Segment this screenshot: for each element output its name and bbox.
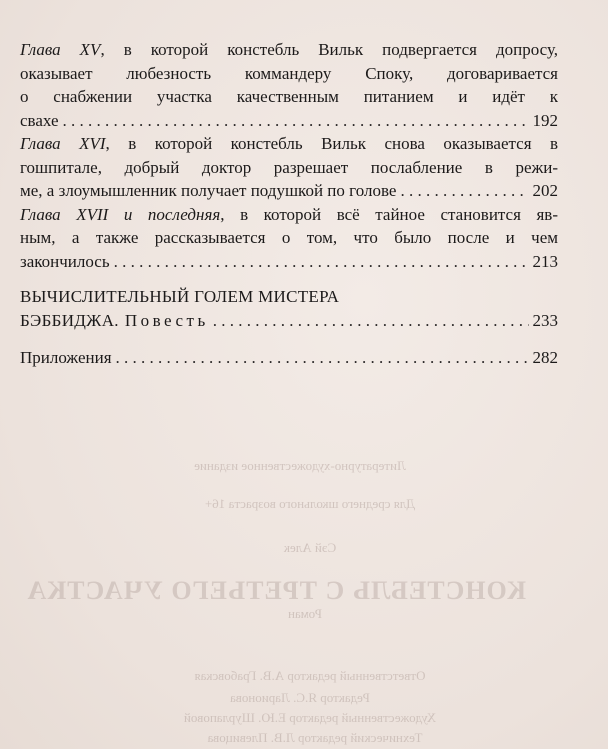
chapter-label: Глава XV [20,40,101,59]
dot-leader [213,309,529,333]
table-of-contents [20,38,558,370]
dot-leader [400,179,528,203]
chapter-label: Глава XVII и последняя [20,204,221,224]
ghost-line-4: КОНСТЕБЛЬ С ТРЕТЬЕГО УЧАСТКА [26,576,526,605]
chapter-title-line: , в которой констебль Вильк снова оказывается в [105,134,558,153]
toc-entry-chapter-16[interactable] [20,132,558,203]
chapter-label: Глава XVI [20,134,106,153]
chapter-title-line: , в которой констебль Вильк подвергается допросу, [100,40,558,59]
ghost-line-1: Литературно-художественное издание [194,458,406,473]
ghost-line-7: Редактор Я.С. Ларионова [230,690,370,705]
appendix-title: Приложения [20,348,112,367]
ghost-line-2: Для среднего школьного возраста 16+ [204,496,416,511]
chapter-title-line: , в которой всё тайное становится яв- [220,204,558,224]
chapter-title-line: свахе [20,110,59,130]
ghost-line-5: Роман [287,606,323,621]
page-number: 213 [532,251,558,271]
story-title-line: ВЫЧИСЛИТЕЛЬНЫЙ ГОЛЕМ МИСТЕРА [20,287,340,306]
chapter-title-line: закончилось [20,251,110,271]
toc-entry-chapter-15[interactable] [20,38,558,132]
page-number: 192 [532,110,558,130]
ghost-line-6: Ответственный редактор А.В. Грабовская [194,668,426,683]
toc-entry-chapter-17[interactable] [20,203,558,274]
page-number: 233 [532,310,558,330]
ghost-line-9: Технический редактор Л.В. Плевицова [207,730,423,745]
toc-entry-story[interactable] [20,285,558,332]
toc-entry-appendix[interactable] [20,346,558,370]
chapter-title-line: о снабжении участка качественным питанием и идёт к [20,87,558,106]
story-genre: Повесть [124,310,209,330]
chapter-title-line: гошпитале, добрый доктор разрешает послабление в режи- [20,157,558,177]
ghost-line-8: Художественный редактор Е.Ю. Шурлаповой [183,710,437,725]
ghost-line-3: Сэй Алек [283,540,337,555]
page-number: 282 [532,348,558,367]
dot-leader [116,346,529,370]
chapter-title-line: оказывает любезность коммандеру Споку, договаривается [20,63,558,83]
dot-leader [63,109,529,133]
chapter-title-line: ным, а также рассказывается о том, что было после и чем [20,228,558,247]
chapter-title-line: ме, а злоумышленник получает подушкой по голове [20,181,397,200]
page-number: 202 [532,181,558,200]
dot-leader [114,250,529,274]
story-title-line: БЭББИДЖА. [20,310,119,330]
